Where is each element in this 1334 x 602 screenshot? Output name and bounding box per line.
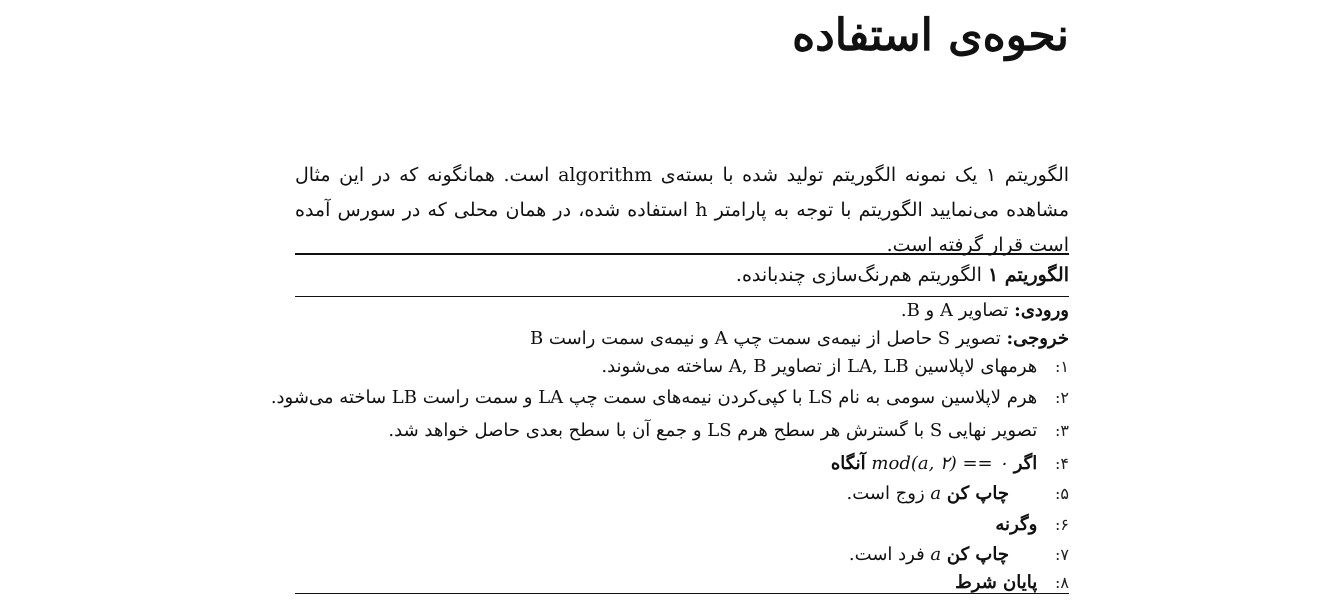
line-number: ۷: — [1055, 545, 1069, 564]
line-number: ۸: — [1055, 573, 1069, 592]
line-number: ۴: — [1055, 454, 1069, 473]
algorithm-caption-text: الگوریتم هم‌رنگ‌سازی چندباندە. — [735, 264, 982, 286]
line-text: فرد است. — [848, 544, 925, 565]
line-number: ۱: — [1055, 357, 1069, 376]
algorithm-line — [270, 381, 1069, 414]
keyword-if: اگر — [1013, 453, 1038, 474]
input-text: تصاویر A و B. — [900, 300, 1009, 321]
line-text: هرم لاپلاسین سومی به نام LS با کپی‌کردن نیمه‌های سمت چپ LA و سمت راست LB ساخته می‌شود. — [270, 387, 1038, 408]
paragraph-text-2: است. همانگونه که در این مثال مشاهده می‌نمایید الگوریتم با توجه به پارامتر h استفاده شده، در همان محلی که در سورس آمده است قرار گرفته است. — [295, 164, 1069, 256]
variable-a: a — [930, 544, 942, 565]
line-text: هرمهای لاپلاسین LA, LB از تصاویر A, B ساخته می‌شوند. — [601, 356, 1038, 377]
line-number: ۵: — [1055, 484, 1069, 503]
algorithm-line — [295, 353, 1069, 381]
line-number: ۳: — [1055, 421, 1069, 440]
algorithm-input — [295, 297, 1069, 325]
algorithm-lines — [270, 297, 1069, 597]
algorithm-block — [270, 253, 1069, 597]
algorithm-line — [295, 414, 1069, 447]
keyword-print: چاپ کن — [946, 544, 1009, 565]
algorithm-line — [295, 541, 1069, 569]
keyword-else: وگرنه — [995, 514, 1038, 535]
intro-paragraph — [295, 158, 1069, 263]
algorithm-output — [295, 325, 1069, 353]
line-number: ۲: — [1055, 388, 1069, 407]
page-title: نحوه‌ی استفاده — [792, 10, 1069, 61]
algorithm-line — [295, 508, 1069, 541]
output-label: خروجی: — [1006, 328, 1069, 349]
input-label: ورودی: — [1014, 300, 1069, 321]
keyword-endif: پایان شرط — [955, 572, 1038, 593]
line-number: ۶: — [1055, 515, 1069, 534]
line-text: زوج است. — [846, 483, 925, 504]
algorithm-line — [295, 480, 1069, 508]
package-name: algorithm — [558, 164, 653, 186]
algorithm-caption — [295, 255, 1069, 296]
algorithm-bottom-rule — [295, 593, 1069, 594]
paragraph-text-1: الگوریتم ۱ یک نمونه الگوریتم تولید شده با بسته‌ی — [660, 164, 1070, 186]
algorithm-line — [295, 447, 1069, 480]
condition-expression: mod(a, ۲) == ۰ — [871, 453, 1009, 474]
keyword-print: چاپ کن — [946, 483, 1009, 504]
variable-a: a — [930, 483, 942, 504]
output-text: تصویر S حاصل از نیمه‌ی سمت چپ A و نیمه‌ی سمت راست B — [529, 328, 1001, 349]
line-text: تصویر نهایی S با گسترش هر سطح هرم LS و جمع آن با سطح بعدی حاصل خواهد شد. — [388, 420, 1038, 441]
keyword-then: آنگاه — [830, 453, 866, 474]
algorithm-caption-label: الگوریتم ۱ — [987, 264, 1069, 286]
